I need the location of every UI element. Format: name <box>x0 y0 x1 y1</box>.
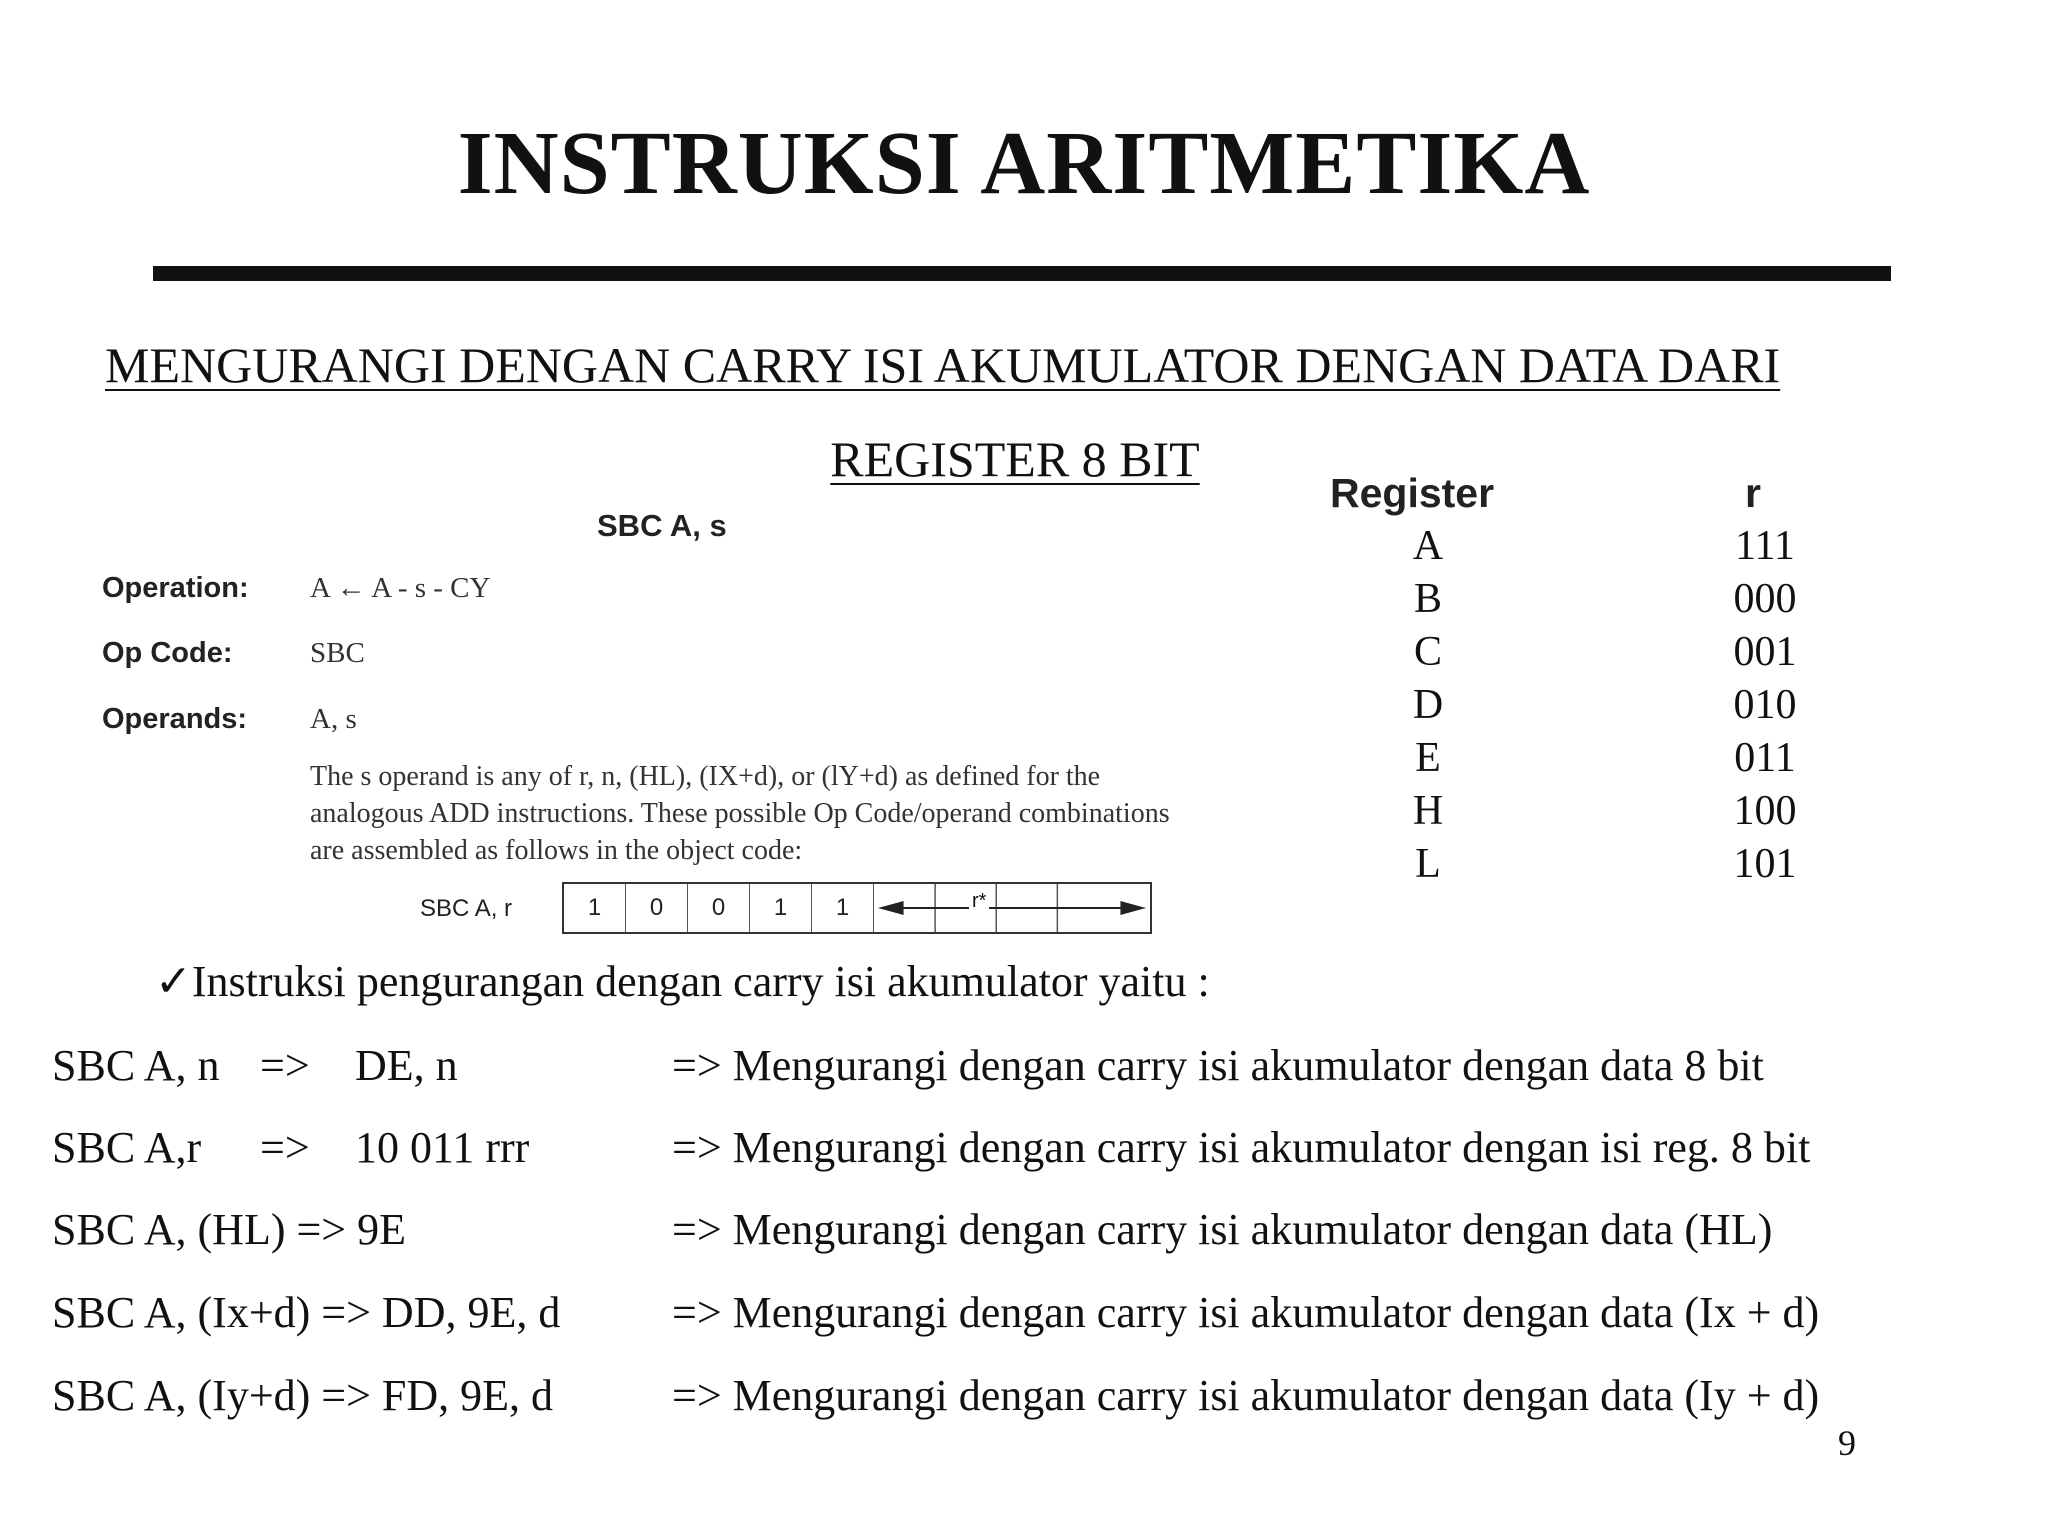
column-header-r: r <box>1745 470 1761 516</box>
register-field <box>874 884 1150 932</box>
table-row <box>1320 575 1850 628</box>
encoding-bit: 1 <box>750 884 812 932</box>
opcode: DE, n <box>355 1041 458 1090</box>
instruction-description: => Mengurangi dengan carry isi akumulator dengan data (Ix + d) <box>672 1288 1820 1337</box>
page-number: 9 <box>1838 1423 1856 1463</box>
operands-value: A, s <box>310 703 357 735</box>
encoding-bit: 0 <box>626 884 688 932</box>
arrow: => <box>260 1041 310 1090</box>
register-name: H <box>1412 788 1444 834</box>
instruction-mnemonic <box>52 1370 652 1426</box>
register-name: A <box>1412 523 1444 569</box>
subtitle-line-2: REGISTER 8 BIT <box>830 431 1200 487</box>
encoding-label: SBC A, r <box>420 895 513 922</box>
instruction-description: => Mengurangi dengan carry isi akumulator dengan data 8 bit <box>672 1041 1764 1090</box>
instruction-mnemonic <box>52 1040 652 1096</box>
table-row <box>1320 787 1850 840</box>
table-row <box>1320 628 1850 681</box>
slide-title: INSTRUKSI ARITMETIKA <box>457 114 1591 213</box>
mnemonic: SBC A, (Iy+d) => FD, 9E, d <box>52 1371 554 1420</box>
checklist-text: Instruksi pengurangan dengan carry isi akumulator yaitu : <box>191 957 1210 1006</box>
register-name: D <box>1412 682 1444 728</box>
register-code: 100 <box>1733 788 1797 834</box>
operation-value: A ← A - s - CY <box>310 572 491 604</box>
instruction-description: => Mengurangi dengan carry isi akumulator dengan isi reg. 8 bit <box>672 1123 1811 1172</box>
encoding-bit-field <box>562 882 1152 934</box>
instruction-mnemonic <box>52 1204 652 1260</box>
opcode-label: Op Code: <box>102 637 233 669</box>
register-name: E <box>1415 735 1441 781</box>
register-code: 001 <box>1733 629 1797 675</box>
table-row <box>1320 734 1850 787</box>
mnemonic: SBC A, (HL) => 9E <box>52 1205 406 1254</box>
operands-label: Operands: <box>102 703 248 735</box>
register-name: B <box>1413 576 1442 622</box>
encoding-bit: 1 <box>812 884 874 932</box>
column-header-register: Register <box>1330 470 1495 516</box>
instruction-description: => Mengurangi dengan carry isi akumulator dengan data (Iy + d) <box>672 1371 1820 1420</box>
register-name: C <box>1413 629 1442 675</box>
table-row <box>1320 840 1850 893</box>
register-code: 011 <box>1734 735 1796 781</box>
title-divider <box>153 266 1891 281</box>
mnemonic: SBC A,r <box>52 1123 202 1172</box>
instruction-description: => Mengurangi dengan carry isi akumulator dengan data (HL) <box>672 1205 1773 1254</box>
register-field-label: r* <box>969 890 989 913</box>
opcode-value: SBC <box>310 637 365 669</box>
spec-heading: SBC A, s <box>597 508 727 543</box>
table-row <box>1320 522 1850 575</box>
checklist-item <box>155 956 1210 1007</box>
register-name: L <box>1415 841 1441 887</box>
table-row <box>1320 681 1850 734</box>
encoding-bit: 1 <box>564 884 626 932</box>
operation-label: Operation: <box>102 572 249 604</box>
encoding-bit: 0 <box>688 884 750 932</box>
mnemonic: SBC A, (Ix+d) => DD, 9E, d <box>52 1288 561 1337</box>
checkmark-icon: ✓ <box>155 957 192 1006</box>
opcode: 10 011 rrr <box>355 1123 530 1172</box>
spec-excerpt-image <box>100 500 1200 940</box>
bidirectional-arrow-icon <box>874 884 1150 932</box>
register-code: 000 <box>1733 576 1797 622</box>
mnemonic: SBC A, n <box>52 1041 220 1090</box>
instruction-mnemonic <box>52 1122 652 1178</box>
subtitle-line-1: MENGURANGI DENGAN CARRY ISI AKUMULATOR DENGAN DATA DARI <box>105 337 1781 393</box>
register-code: 010 <box>1733 682 1797 728</box>
arrow: => <box>260 1123 310 1172</box>
register-code: 101 <box>1733 841 1797 887</box>
operands-description: The s operand is any of r, n, (HL), (IX+d), or (lY+d) as defined for the analogous ADD instructions. These possible Op Code/operand combinations are assembled as follows in the object code: <box>310 761 1170 866</box>
register-code: 111 <box>1735 523 1795 569</box>
instruction-mnemonic <box>52 1287 652 1343</box>
